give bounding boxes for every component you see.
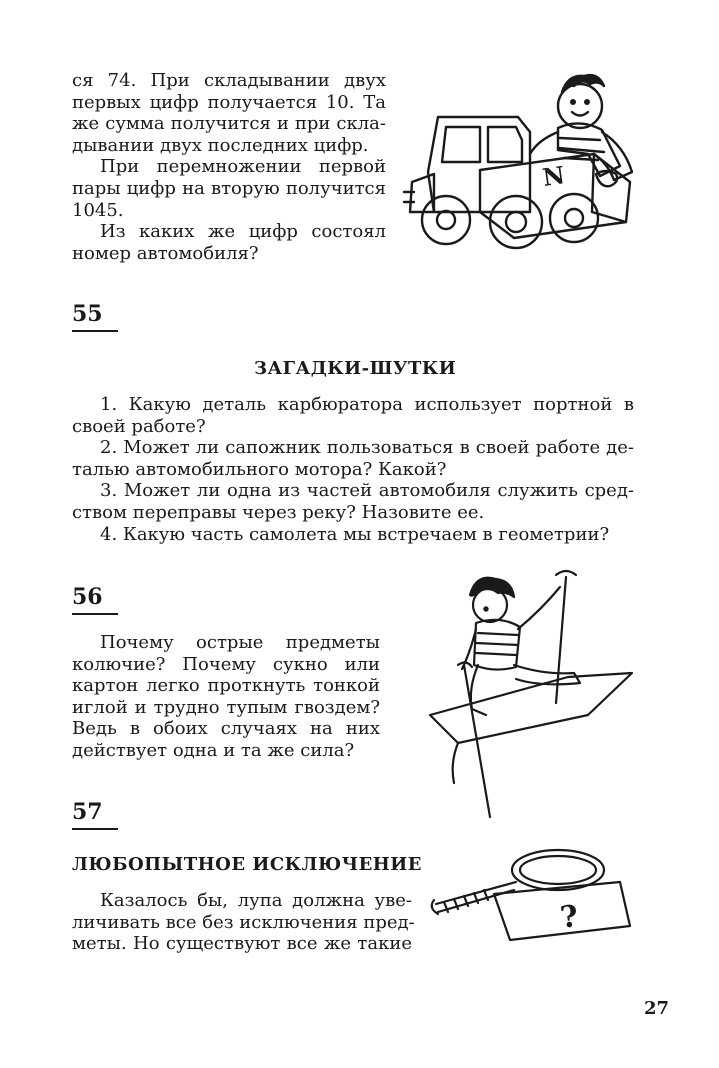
boy-on-poles-illustration (418, 565, 640, 820)
section-56-text (72, 632, 380, 762)
text-line: 4. Какую часть самолета мы встречаем в геометрии? (100, 523, 610, 545)
text-line: пары цифр на вторую получится (72, 177, 386, 199)
text-line: же сумма получится и при скла- (72, 113, 386, 135)
text-line: При перемножении первой (100, 156, 386, 178)
text-line: Почему острые предметы (100, 632, 380, 653)
text-line: дывании двух последних цифр. (72, 134, 369, 156)
section-57-text (72, 890, 415, 955)
section-number-56: 56 (72, 585, 118, 615)
section-57-title: ЛЮБОПЫТНОЕ ИСКЛЮЧЕНИЕ (72, 854, 423, 875)
text-line: 1. Какую деталь карбюратора использует портной в (100, 394, 634, 415)
truck-letter: N (540, 160, 567, 192)
section-number-55: 55 (72, 302, 118, 332)
text-line: меты. Но существуют все же такие (72, 933, 412, 955)
text-line: 3. Может ли одна из частей автомобиля служить сред- (100, 480, 634, 502)
text-line: ством переправы через реку? Назовите ее. (72, 501, 485, 523)
page-number: 27 (644, 998, 670, 1019)
text-line: Казалось бы, лупа должна уве- (100, 890, 412, 911)
text-line: талью автомобильного мотора? Какой? (72, 458, 447, 480)
text-line: колючие? Почему сукно или (72, 653, 380, 675)
section-55-title: ЗАГАДКИ-ШУТКИ (254, 358, 457, 379)
text-line: иглой и трудно тупым гвоздем? (72, 696, 380, 718)
text-line: первых цифр получается 10. Та (72, 91, 386, 113)
text-line: своей работе? (72, 415, 206, 437)
section-54-text (72, 70, 386, 264)
text-line: ся 74. При складывании двух (72, 70, 386, 91)
paper-question-mark: ? (558, 898, 581, 936)
text-line: картон легко проткнуть тонкой (72, 675, 380, 697)
text-line: действует одна и та же сила? (72, 739, 355, 761)
text-line: личивать все без исключения пред- (72, 911, 415, 933)
section-number-57: 57 (72, 800, 118, 830)
text-line: 1045. (72, 199, 124, 221)
boy-truck-illustration (398, 62, 646, 252)
text-line: Из каких же цифр состоял (100, 221, 386, 243)
magnifier-illustration (424, 842, 636, 942)
text-line: номер автомобиля? (72, 242, 259, 264)
text-line: 2. Может ли сапожник пользоваться в своей работе де- (100, 437, 634, 459)
section-55-text (72, 394, 634, 545)
text-line: Ведь в обоих случаях на них (72, 718, 380, 740)
